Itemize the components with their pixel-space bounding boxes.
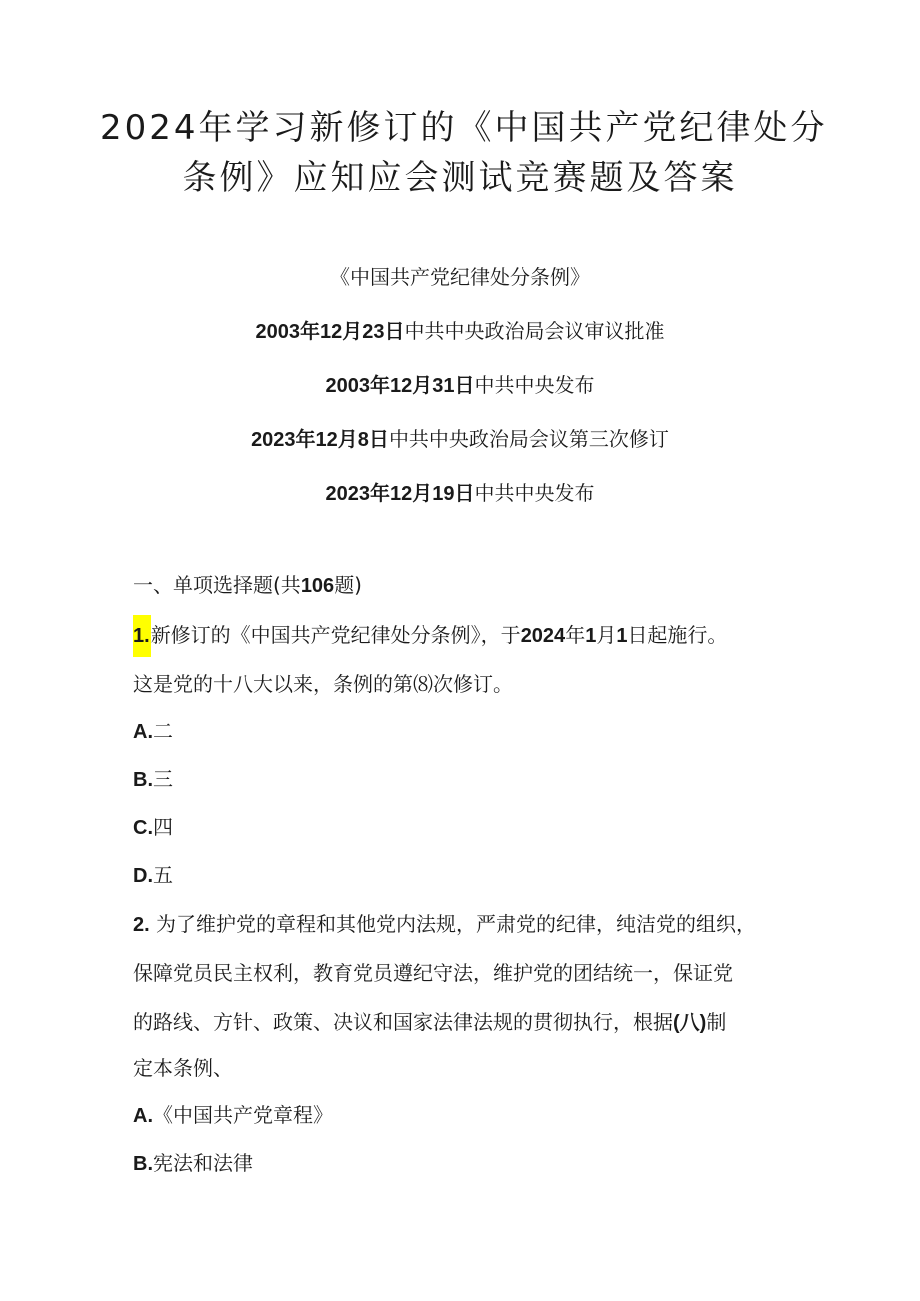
option-a bbox=[133, 716, 173, 747]
document-title-line-1: 2024年学习新修订的《中国共产党纪律处分 bbox=[100, 108, 828, 148]
history-event: 中共中央发布 bbox=[474, 481, 595, 505]
question-text: 为了维护党的章程和其他党内法规，严肃党的纪律，纯洁党的组织， bbox=[156, 912, 757, 936]
question-1-line-2: 这是党的十八大以来，条例的第⑻次修订。 bbox=[133, 672, 513, 696]
option-text: 宪法和法律 bbox=[153, 1151, 253, 1175]
section-heading-prefix: 一、单项选择题(共 bbox=[133, 573, 301, 597]
question-text: 日起施行。 bbox=[627, 623, 728, 647]
document-title-line-2: 条例》应知应会测试竞赛题及答案 bbox=[182, 158, 738, 198]
question-text: 新修订的《中国共产党纪律处分条例》，于 bbox=[150, 623, 521, 647]
option-key: A. bbox=[133, 1105, 153, 1127]
option-text: 五 bbox=[153, 863, 173, 887]
question-text: 月 bbox=[596, 623, 617, 647]
section-heading bbox=[133, 570, 362, 601]
question-text: 的路线、方针、政策、决议和国家法律法规的贯彻执行，根据 bbox=[133, 1010, 673, 1034]
question-year: 2024 bbox=[520, 625, 566, 647]
option-key: C. bbox=[133, 817, 153, 839]
history-date: 2003年12月23日 bbox=[255, 321, 405, 343]
question-number: 2. bbox=[133, 914, 150, 936]
question-2-line-2: 保障党员民主权利，教育党员遵纪守法，维护党的团结统一，保证党 bbox=[133, 961, 733, 985]
option-key: D. bbox=[133, 865, 153, 887]
option-d bbox=[133, 860, 173, 891]
question-text: 制 bbox=[706, 1010, 727, 1034]
history-line bbox=[0, 370, 920, 401]
section-heading-suffix: 题) bbox=[334, 573, 362, 597]
answer-blank: (八) bbox=[673, 1012, 707, 1034]
option-key: B. bbox=[133, 1153, 153, 1175]
question-number: 1. bbox=[133, 615, 151, 657]
question-text: 年 bbox=[565, 623, 586, 647]
question-count: 106 bbox=[300, 575, 335, 597]
history-event: 中共中央政治局会议第三次修订 bbox=[388, 427, 669, 451]
history-date: 2003年12月31日 bbox=[325, 375, 475, 397]
history-date: 2023年12月19日 bbox=[325, 483, 475, 505]
question-2-line-4: 定本条例、 bbox=[133, 1056, 233, 1080]
history-line bbox=[0, 424, 920, 455]
option-key: B. bbox=[133, 769, 153, 791]
option-text: 四 bbox=[153, 815, 173, 839]
question-2-line-1 bbox=[133, 909, 756, 940]
question-2-line-3 bbox=[133, 1007, 726, 1038]
history-event: 中共中央发布 bbox=[474, 373, 595, 397]
option-a bbox=[133, 1100, 333, 1131]
option-c bbox=[133, 812, 173, 843]
history-event: 中共中央政治局会议审议批准 bbox=[404, 319, 665, 343]
regulation-name: 《中国共产党纪律处分条例》 bbox=[330, 265, 590, 289]
option-text: 二 bbox=[153, 719, 173, 743]
history-date: 2023年12月8日 bbox=[251, 429, 389, 451]
option-text: 《中国共产党章程》 bbox=[153, 1103, 333, 1127]
history-line bbox=[0, 478, 920, 509]
question-day: 1 bbox=[616, 625, 628, 647]
option-b bbox=[133, 1148, 253, 1179]
option-b bbox=[133, 764, 173, 795]
question-month: 1 bbox=[585, 625, 597, 647]
option-key: A. bbox=[133, 721, 153, 743]
history-line bbox=[0, 316, 920, 347]
question-1-line-1 bbox=[133, 620, 727, 657]
option-text: 三 bbox=[153, 767, 173, 791]
